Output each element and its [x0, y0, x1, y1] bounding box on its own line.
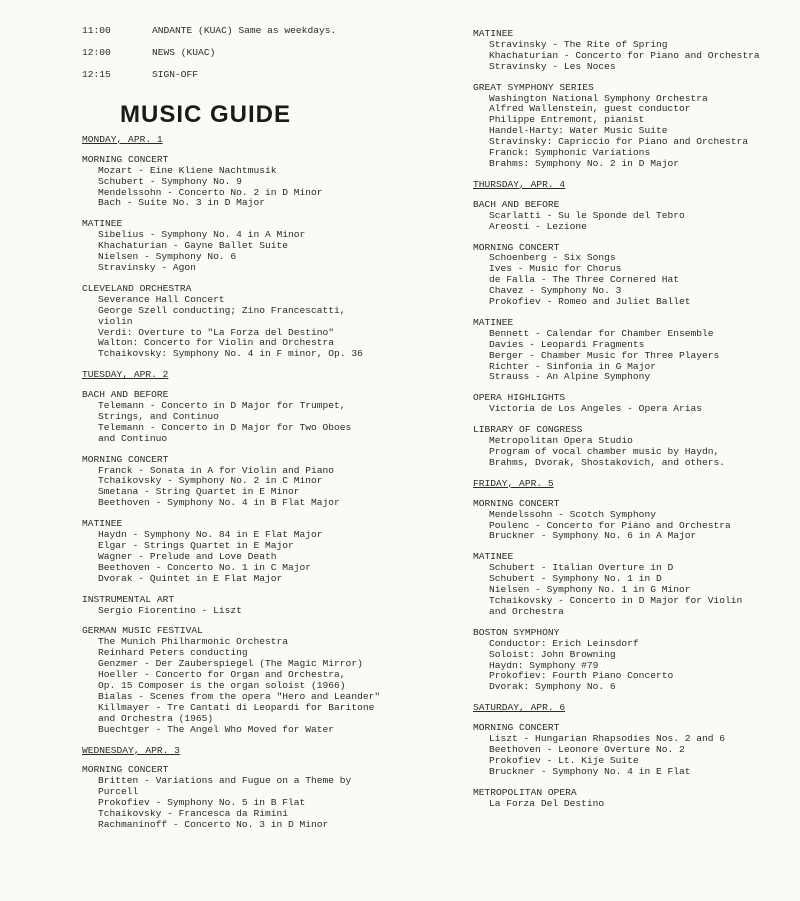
program-item: Franck: Symphonic Variations: [489, 147, 651, 159]
schedule-time: 11:00: [82, 25, 111, 36]
program-item: Telemann - Concerto in D Major for Trumpet,: [98, 400, 346, 412]
program-item: Stravinsky - Agon: [98, 261, 196, 273]
program-item: Genzmer - Der Zauberspiegel (The Magic Mirror): [98, 658, 363, 670]
program-section: [473, 628, 773, 693]
schedule-time: 12:15: [82, 69, 111, 80]
program-item: Walton: Concerto for Violin and Orchestra: [98, 337, 335, 349]
program-item: Tchaikovsky: Symphony No. 4 in F minor, Op. 36: [98, 348, 363, 360]
program-section: [473, 788, 773, 810]
program-item: Tchaikovsky - Concerto in D Major for Violin: [489, 594, 743, 606]
program-heading: MORNING CONCERT: [82, 764, 169, 776]
program-item: Davies - Leopardi Fragments: [489, 338, 645, 350]
program-heading: MATINEE: [473, 551, 514, 563]
day-heading: SATURDAY, APR. 6: [473, 702, 566, 714]
schedule-row: [82, 70, 382, 92]
evening-schedule: [82, 26, 382, 92]
program-item: Prokofiev - Romeo and Juliet Ballet: [489, 296, 691, 308]
program-heading: INSTRUMENTAL ART: [82, 593, 175, 605]
program-item: Hoeller - Concerto for Organ and Orchestra,: [98, 669, 346, 681]
program-item: Prokofiev - Symphony No. 5 in B Flat: [98, 797, 306, 809]
program-item: Buechtger - The Angel Who Moved for Water: [98, 723, 335, 735]
program-section: [82, 455, 382, 510]
program-item: Scarlatti - Su le Sponde del Tebro: [489, 209, 685, 221]
program-item: Bruckner - Symphony No. 4 in E Flat: [489, 765, 691, 777]
program-item: Wagner - Prelude and Love Death: [98, 550, 277, 562]
day-heading: THURSDAY, APR. 4: [473, 178, 566, 190]
program-item: Richter - Sinfonia in G Major: [489, 360, 656, 372]
program-item: Schoenberg - Six Songs: [489, 252, 616, 264]
program-item: Brahms: Symphony No. 2 in D Major: [489, 157, 679, 169]
left-listings: [82, 135, 382, 831]
program-item: Strauss - An Alpine Symphony: [489, 371, 651, 383]
program-item: Program of vocal chamber music by Haydn,: [489, 446, 720, 457]
program-item: Liszt - Hungarian Rhapsodies Nos. 2 and 6: [489, 733, 726, 745]
right-listings: [473, 29, 773, 809]
program-item: Khachaturian - Gayne Ballet Suite: [98, 240, 288, 252]
program-item: Bialas - Scenes from the opera "Hero and Leander": [98, 690, 381, 702]
program-item: Haydn - Symphony No. 84 in E Flat Major: [98, 529, 323, 541]
program-item: Telemann - Concerto in D Major for Two Oboes: [98, 421, 352, 433]
schedule-time: 12:00: [82, 47, 111, 58]
program-item: Metropolitan Opera Studio: [489, 435, 633, 447]
program-section: [473, 499, 773, 543]
program-section: [82, 284, 382, 360]
day-heading: MONDAY, APR. 1: [82, 133, 163, 145]
program-heading: CLEVELAND ORCHESTRA: [82, 282, 192, 294]
program-section: [82, 219, 382, 274]
program-item: Schubert - Symphony No. 9: [98, 175, 242, 187]
program-item: Nielsen - Symphony No. 1 in G Minor: [489, 584, 691, 596]
program-item: Franck - Sonata in A for Violin and Piano: [98, 464, 335, 476]
program-section: [473, 243, 773, 308]
program-heading: LIBRARY OF CONGRESS: [473, 424, 583, 436]
program-section: [82, 595, 382, 617]
program-item: Verdi: Overture to "La Forza del Destino": [98, 326, 335, 338]
program-heading: MORNING CONCERT: [473, 722, 560, 734]
day-heading: TUESDAY, APR. 2: [82, 369, 169, 381]
program-heading: MATINEE: [473, 28, 514, 39]
program-item: Stravinsky - Les Noces: [489, 60, 616, 72]
program-item: Berger - Chamber Music for Three Players: [489, 349, 720, 361]
program-item: Severance Hall Concert: [98, 293, 225, 305]
program-item: Beethoven - Symphony No. 4 in B Flat Major: [98, 497, 340, 509]
program-item: Stravinsky: Capriccio for Piano and Orchestra: [489, 136, 749, 148]
program-heading: METROPOLITAN OPERA: [473, 786, 577, 798]
program-item: Strings, and Continuo: [98, 410, 219, 422]
program-item: Smetana - String Quartet in E Minor: [98, 486, 300, 498]
program-section: [82, 765, 382, 830]
program-section: [473, 83, 773, 170]
program-heading: MORNING CONCERT: [82, 153, 169, 165]
program-heading: MATINEE: [473, 316, 514, 328]
program-item: and Orchestra (1965): [98, 712, 214, 724]
program-item: Rachmaninoff - Concerto No. 3 in D Minor: [98, 818, 329, 830]
program-item: Brahms, Dvorak, Shostakovich, and others.: [489, 456, 726, 468]
program-item: Sergio Fiorentino - Liszt: [98, 604, 242, 616]
program-item: Bach - Suite No. 3 in D Major: [98, 197, 265, 209]
program-item: Handel-Harty: Water Music Suite: [489, 125, 668, 137]
program-item: Elgar - Strings Quartet in E Major: [98, 540, 294, 551]
program-heading: BACH AND BEFORE: [82, 389, 169, 401]
program-item: The Munich Philharmonic Orchestra: [98, 636, 288, 648]
program-item: Beethoven - Leonore Overture No. 2: [489, 743, 685, 755]
program-item: Bruckner - Symphony No. 6 in A Major: [489, 530, 697, 542]
program-item: Nielsen - Symphony No. 6: [98, 251, 237, 263]
program-item: Schubert - Italian Overture in D: [489, 562, 674, 574]
program-section: [473, 552, 773, 617]
program-item: Sibelius - Symphony No. 4 in A Minor: [98, 229, 306, 241]
program-item: Dvorak - Quintet in E Flat Major: [98, 572, 283, 584]
program-section: [473, 425, 773, 469]
schedule-row: [82, 26, 382, 48]
program-heading: BACH AND BEFORE: [473, 198, 560, 210]
program-section: [473, 318, 773, 383]
program-item: Purcell: [98, 786, 139, 798]
program-item: Haydn: Symphony #79: [489, 659, 599, 671]
program-item: Washington National Symphony Orchestra: [489, 92, 708, 104]
program-item: Ives - Music for Chorus: [489, 263, 622, 275]
program-section: [473, 723, 773, 778]
program-item: Killmayer - Tre Cantati di Leopardi for Baritone: [98, 701, 375, 713]
program-item: Reinhard Peters conducting: [98, 647, 248, 659]
program-item: Tchaikovsky - Francesca da Rimini: [98, 808, 288, 820]
program-section: [473, 29, 773, 73]
program-item: Bennett - Calendar for Chamber Ensemble: [489, 327, 714, 339]
program-section: [82, 155, 382, 210]
program-item: Mozart - Eine Kliene Nachtmusik: [98, 164, 277, 176]
program-heading: GERMAN MUSIC FESTIVAL: [82, 625, 203, 637]
program-item: and Orchestra: [489, 605, 564, 617]
program-heading: MATINEE: [82, 218, 123, 230]
program-item: Mendelssohn - Scotch Symphony: [489, 508, 656, 520]
program-item: Philippe Entremont, pianist: [489, 114, 645, 126]
program-item: Conductor: Erich Leinsdorf: [489, 637, 639, 649]
day-heading: WEDNESDAY, APR. 3: [82, 744, 180, 756]
program-item: Areosti - Lezione: [489, 220, 587, 232]
program-heading: GREAT SYMPHONY SERIES: [473, 81, 594, 93]
program-item: Britten - Variations and Fugue on a Theme by: [98, 775, 352, 787]
program-item: Dvorak: Symphony No. 6: [489, 681, 616, 693]
program-item: Beethoven - Concerto No. 1 in C Major: [98, 561, 312, 573]
program-item: Prokofiev: Fourth Piano Concerto: [489, 670, 674, 682]
program-heading: MATINEE: [82, 518, 123, 530]
program-item: La Forza Del Destino: [489, 797, 605, 809]
schedule-program: ANDANTE (KUAC) Same as weekdays.: [152, 25, 337, 36]
program-item: Soloist: John Browning: [489, 648, 616, 660]
program-item: Prokofiev - Lt. Kije Suite: [489, 754, 639, 766]
program-section: [82, 626, 382, 735]
program-section: [82, 390, 382, 445]
program-item: and Continuo: [98, 432, 168, 444]
program-section: [82, 519, 382, 584]
day-heading: FRIDAY, APR. 5: [473, 477, 554, 489]
right-column: [473, 29, 773, 819]
program-heading: OPERA HIGHLIGHTS: [473, 392, 566, 404]
schedule-row: [82, 48, 382, 70]
program-item: de Falla - The Three Cornered Hat: [489, 274, 679, 286]
schedule-program: SIGN-OFF: [152, 69, 199, 80]
program-item: Chavez - Symphony No. 3: [489, 285, 622, 297]
program-section: [473, 393, 773, 415]
program-item: Alfred Wallenstein, guest conductor: [489, 103, 691, 115]
program-item: George Szell conducting; Zino Francescatti, violin: [98, 304, 346, 327]
program-item: Schubert - Symphony No. 1 in D: [489, 573, 662, 585]
program-item: Mendelssohn - Concerto No. 2 in D Minor: [98, 186, 323, 198]
program-heading: MORNING CONCERT: [473, 497, 560, 509]
page-title: MUSIC GUIDE: [120, 101, 292, 128]
program-item: Tchaikovsky - Symphony No. 2 in C Minor: [98, 475, 323, 487]
schedule-program: NEWS (KUAC): [152, 47, 216, 58]
program-item: Khachaturian - Concerto for Piano and Orchestra: [489, 49, 760, 61]
program-heading: MORNING CONCERT: [473, 241, 560, 253]
program-item: Poulenc - Concerto for Piano and Orchestra: [489, 519, 731, 531]
program-heading: BOSTON SYMPHONY: [473, 626, 560, 638]
program-section: [473, 200, 773, 233]
program-item: Victoria de Los Angeles - Opera Arias: [489, 403, 703, 415]
left-column: [82, 0, 382, 841]
program-item: Op. 15 Composer is the organ soloist (1966): [98, 679, 346, 691]
program-item: Stravinsky - The Rite of Spring: [489, 38, 668, 50]
program-heading: MORNING CONCERT: [82, 453, 169, 465]
